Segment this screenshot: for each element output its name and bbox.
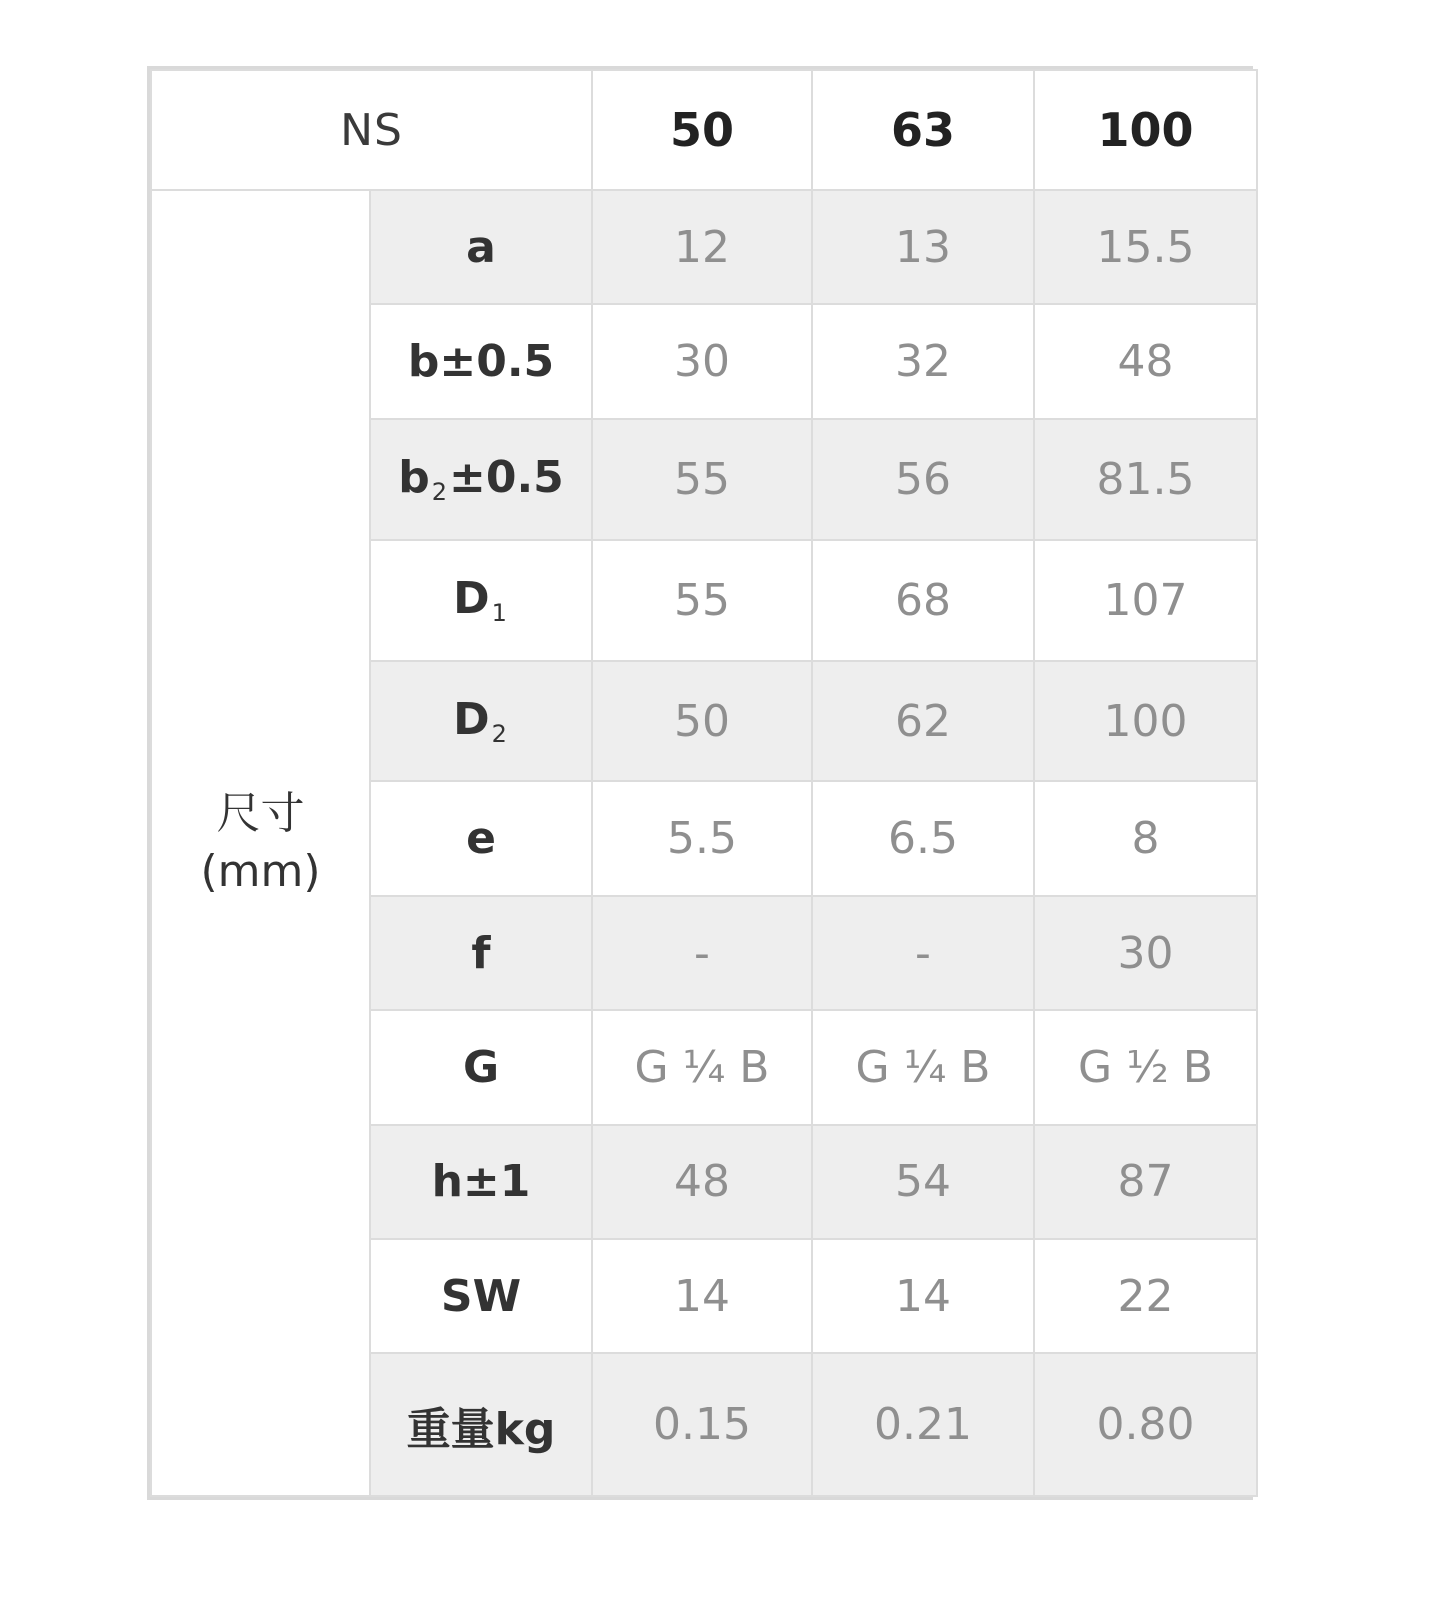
param-subscript: 2 bbox=[431, 478, 447, 507]
param-cell bbox=[370, 661, 592, 782]
value-cell: 81.5 bbox=[1034, 419, 1257, 540]
param-cell: h±1 bbox=[370, 1125, 592, 1239]
value-cell: 87 bbox=[1034, 1125, 1257, 1239]
param-cell: 重量kg bbox=[370, 1353, 592, 1496]
value-cell: 30 bbox=[1034, 896, 1257, 1010]
value-cell: 22 bbox=[1034, 1239, 1257, 1353]
size-header-50: 50 bbox=[592, 70, 812, 190]
value-cell: 107 bbox=[1034, 540, 1257, 661]
param-cell: a bbox=[370, 190, 592, 304]
value-cell: - bbox=[812, 896, 1034, 1010]
param-tolerance: ±0.5 bbox=[448, 452, 564, 504]
param-cell: b±0.5 bbox=[370, 304, 592, 418]
size-header-100: 100 bbox=[1034, 70, 1257, 190]
value-cell: 62 bbox=[812, 661, 1034, 782]
param-base: D bbox=[453, 573, 490, 625]
param-cell: G bbox=[370, 1010, 592, 1124]
value-cell: G ½ B bbox=[1034, 1010, 1257, 1124]
value-cell: 55 bbox=[592, 419, 812, 540]
dimension-group-label bbox=[151, 190, 370, 1496]
param-base: b bbox=[398, 452, 430, 504]
group-label-line2: (mm) bbox=[200, 846, 321, 897]
value-cell: 55 bbox=[592, 540, 812, 661]
value-cell: 8 bbox=[1034, 781, 1257, 895]
param-cell bbox=[370, 540, 592, 661]
value-cell: 48 bbox=[1034, 304, 1257, 418]
value-cell: 5.5 bbox=[592, 781, 812, 895]
value-cell: 68 bbox=[812, 540, 1034, 661]
value-cell: 0.15 bbox=[592, 1353, 812, 1496]
param-cell bbox=[370, 419, 592, 540]
value-cell: 12 bbox=[592, 190, 812, 304]
value-cell: - bbox=[592, 896, 812, 1010]
value-cell: 15.5 bbox=[1034, 190, 1257, 304]
header-row bbox=[151, 70, 1257, 190]
value-cell: 48 bbox=[592, 1125, 812, 1239]
value-cell: 30 bbox=[592, 304, 812, 418]
value-cell: G ¼ B bbox=[812, 1010, 1034, 1124]
param-subscript: 2 bbox=[491, 720, 507, 748]
value-cell: 6.5 bbox=[812, 781, 1034, 895]
value-cell: 0.80 bbox=[1034, 1353, 1257, 1496]
param-base: D bbox=[453, 694, 490, 745]
param-cell: f bbox=[370, 896, 592, 1010]
table-row bbox=[151, 190, 1257, 304]
param-cell: SW bbox=[370, 1239, 592, 1353]
value-cell: 56 bbox=[812, 419, 1034, 540]
group-label-line1: 尺寸 bbox=[216, 788, 305, 839]
value-cell: 0.21 bbox=[812, 1353, 1034, 1496]
ns-header-cell: NS bbox=[151, 70, 592, 190]
size-header-63: 63 bbox=[812, 70, 1034, 190]
param-subscript: 1 bbox=[491, 599, 507, 628]
spec-table-frame bbox=[147, 66, 1253, 1500]
value-cell: 14 bbox=[812, 1239, 1034, 1353]
value-cell: 13 bbox=[812, 190, 1034, 304]
value-cell: 54 bbox=[812, 1125, 1034, 1239]
value-cell: 32 bbox=[812, 304, 1034, 418]
value-cell: 50 bbox=[592, 661, 812, 782]
value-cell: G ¼ B bbox=[592, 1010, 812, 1124]
value-cell: 100 bbox=[1034, 661, 1257, 782]
param-cell: e bbox=[370, 781, 592, 895]
value-cell: 14 bbox=[592, 1239, 812, 1353]
spec-table bbox=[150, 69, 1258, 1497]
